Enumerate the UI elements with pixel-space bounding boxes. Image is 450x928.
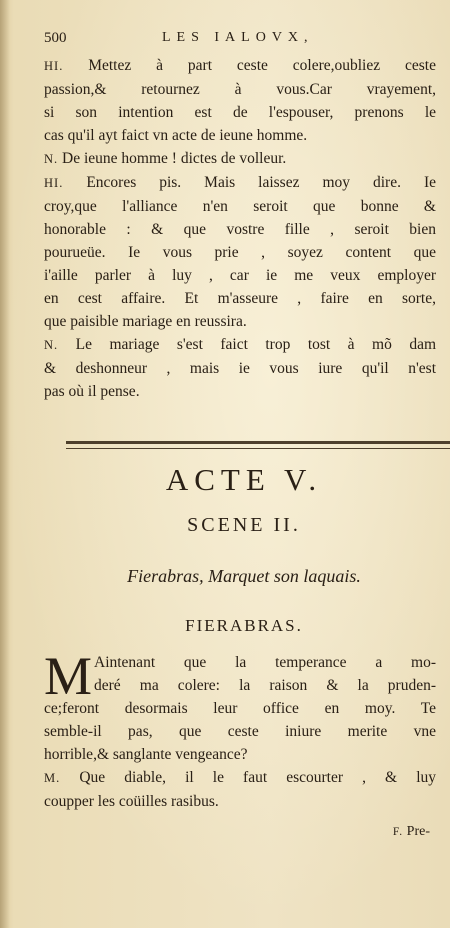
line-text: que paisible mariage en reussira. (44, 313, 247, 330)
dialogue-line (44, 333, 436, 357)
dialogue-line (44, 195, 436, 218)
speech-line (44, 790, 436, 813)
line-text: en cest affaire. Et m'asseure , faire en sorte, (44, 290, 436, 307)
line-text: croy,que l'alliance n'en seroit que bonne & (44, 198, 436, 215)
running-title: LES IALOVX, (162, 30, 314, 45)
dialogue-line (44, 171, 436, 195)
dialogue-line (44, 380, 436, 403)
line-text: Le mariage s'est faict trop tost à mõ dam (75, 336, 437, 353)
speaker-heading: FIERABRAS. (185, 616, 303, 635)
speech-line (44, 766, 436, 790)
dialogue-line (44, 357, 436, 380)
dialogue-line (44, 264, 436, 287)
catchword-speaker: F. (392, 826, 404, 838)
dialogue-line (44, 287, 436, 310)
drop-cap: M (44, 646, 93, 706)
line-text: i'aille parler à luy , car ie me veux employer (44, 267, 436, 284)
speech-line (44, 743, 436, 766)
line-text: semble-il pas, que ceste iniure merite vne (44, 723, 436, 740)
speech-line (44, 720, 436, 743)
dialogue-line (44, 124, 436, 147)
speaker-abbrev: HI. (44, 176, 64, 190)
line-text: Aintenant que la temperance a mo- (94, 654, 436, 671)
line-text: si son intention est de l'espouser, prenons le (44, 104, 436, 121)
page-gutter-shadow (0, 0, 10, 928)
speech-line (44, 697, 436, 720)
line-text: deré ma colere: la raison & la pruden- (94, 677, 436, 694)
dialogue-block (44, 54, 436, 403)
line-text: & deshonneur , mais ie vous iure qu'il n'est (44, 360, 436, 377)
character-list: Fierabras, Marquet son laquais. (127, 566, 361, 586)
line-text: pourueüe. Ie vous prie , soyez content que (44, 244, 436, 261)
line-text: horrible,& sanglante vengeance? (44, 746, 248, 763)
line-text: passion,& retournez à vous.Car vrayement, (44, 81, 436, 98)
page-header (44, 30, 436, 54)
speech-line (44, 651, 436, 674)
line-text: cas qu'il ayt faict vn acte de ieune homme. (44, 127, 308, 144)
speaker-abbrev: M. (44, 771, 61, 785)
act-title: ACTE V. (165, 462, 323, 497)
line-text: Mettez à part ceste colere,oubliez ceste (88, 57, 436, 74)
line-text: coupper les coüilles rasibus. (44, 793, 219, 810)
dialogue-line (44, 147, 436, 171)
speaker-abbrev: N. (44, 338, 59, 352)
speaker-abbrev: HI. (44, 59, 64, 73)
speech-block (44, 646, 437, 813)
speaker-abbrev: N. (44, 152, 59, 166)
dialogue-line (44, 54, 436, 78)
ornamental-rule (66, 441, 450, 449)
line-text: Que diable, il le faut escourter , & luy (79, 769, 437, 786)
page-number: 500 (44, 30, 67, 46)
line-text: ce;feront desormais leur office en moy. Te (44, 700, 436, 717)
line-text: Encores pis. Mais laissez moy dire. Ie (86, 174, 436, 191)
dialogue-line (44, 78, 436, 101)
line-text: honorable : & que vostre fille , seroit bien (44, 221, 436, 238)
dialogue-line (44, 310, 436, 333)
catchword (393, 824, 430, 840)
line-text: pas où il pense. (44, 383, 140, 400)
dialogue-line (44, 241, 436, 264)
speech-line (44, 674, 436, 697)
line-text: De ieune homme ! dictes de volleur. (62, 150, 287, 167)
scene-title: SCENE II. (187, 514, 301, 536)
dialogue-line (44, 101, 436, 124)
dialogue-line (44, 218, 436, 241)
catchword-text: Pre- (406, 824, 430, 839)
